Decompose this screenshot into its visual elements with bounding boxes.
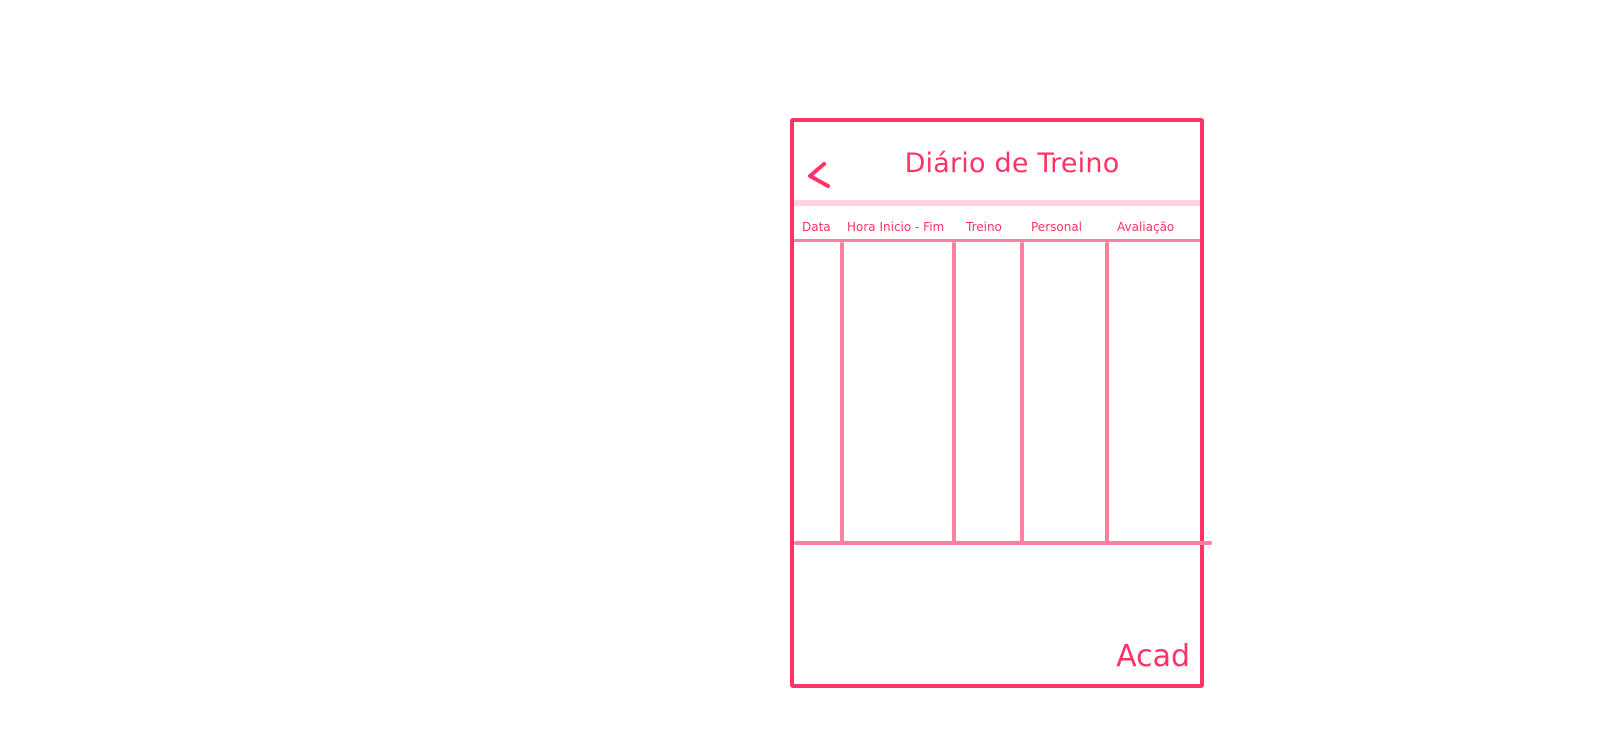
title-divider <box>794 200 1200 206</box>
table-bottom-line <box>794 541 1212 545</box>
column-header-treino: Treino <box>966 220 1002 234</box>
column-header-data: Data <box>802 220 831 234</box>
column-divider <box>952 242 956 544</box>
column-header-personal: Personal <box>1031 220 1083 234</box>
column-divider <box>1105 242 1109 544</box>
phone-frame <box>790 118 1204 688</box>
column-divider <box>840 242 844 544</box>
table-header-line <box>794 239 1200 242</box>
column-divider <box>1020 242 1024 544</box>
column-header-avaliacao: Avaliação <box>1117 220 1175 234</box>
page-title: Diário de Treino <box>904 148 1120 179</box>
brand-label: Acad <box>1116 639 1190 674</box>
column-header-hora: Hora Inicio - Fim <box>847 220 945 234</box>
